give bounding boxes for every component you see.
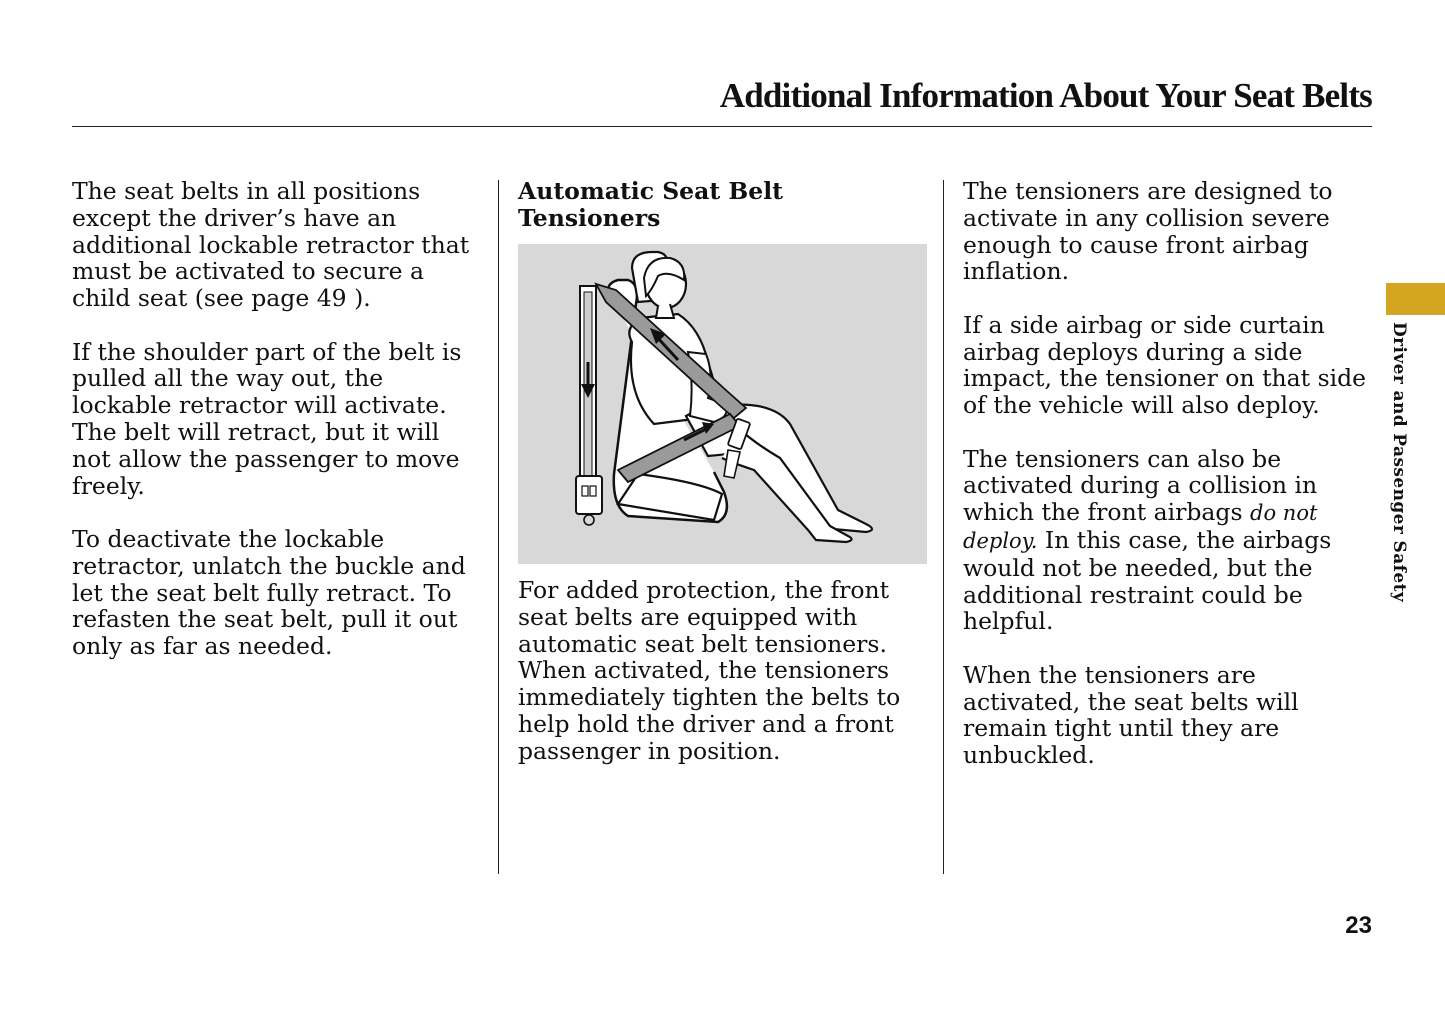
column-divider-right — [943, 180, 944, 874]
seat-belt-tensioner-illustration — [518, 244, 927, 564]
paragraph-tensioner-activation: The tensioners are designed to activate in any collision severe enough to cause front airbag inflation. — [963, 177, 1333, 286]
column-left — [72, 178, 482, 687]
paragraph-airbags-text-start: The tensioners can also be activated during a collision in which the front airbags — [963, 444, 1318, 527]
paragraph-retractor-deactivation: To deactivate the lockable retractor, unlatch the buckle and let the seat belt fully retract. To refasten the seat belt, pull it out only as far as needed. — [72, 524, 466, 661]
paragraph-belts-remain-tight: When the tensioners are activated, the seat belts will remain tight until they are unbuckled. — [963, 660, 1299, 770]
page-number: 23 — [1345, 912, 1372, 939]
page-title: Additional Information About Your Seat Belts — [719, 76, 1372, 115]
section-heading: Automatic Seat Belt Tensioners — [518, 177, 783, 232]
column-middle — [518, 178, 928, 791]
column-divider-left — [498, 180, 499, 874]
title-divider — [72, 126, 1372, 127]
paragraph-tensioner-description: For added protection, the front seat belts are equipped with automatic seat belt tensioners. When activated, the tensioners immediately tighten the belts to help hold the driver and a front passenger in position. — [518, 576, 901, 765]
section-tab-marker — [1386, 283, 1445, 315]
paragraph-side-airbag-tensioner: If a side airbag or side curtain airbag deploys during a side impact, the tensioner on that side of the vehicle will also deploy. — [963, 310, 1367, 420]
paragraph-airbags-text-end: In this case, the airbags would not be needed, but the additional restraint could be helpful. — [963, 525, 1332, 636]
section-side-label: Driver and Passenger Safety — [1389, 322, 1409, 603]
column-right — [963, 178, 1375, 796]
paragraph-child-seat-retractor: The seat belts in all positions except the driver’s have an additional lockable retractor that must be activated to secure a child seat (see page 49 ). — [72, 177, 470, 313]
emphasis-do-not-deploy: do not deploy. — [963, 501, 1318, 553]
paragraph-airbags-not-deployed — [963, 446, 1375, 636]
paragraph-retractor-activation: If the shoulder part of the belt is pulled all the way out, the lockable retractor will activate. The belt will retract, but it will not allow the passenger to move freely. — [72, 337, 462, 500]
